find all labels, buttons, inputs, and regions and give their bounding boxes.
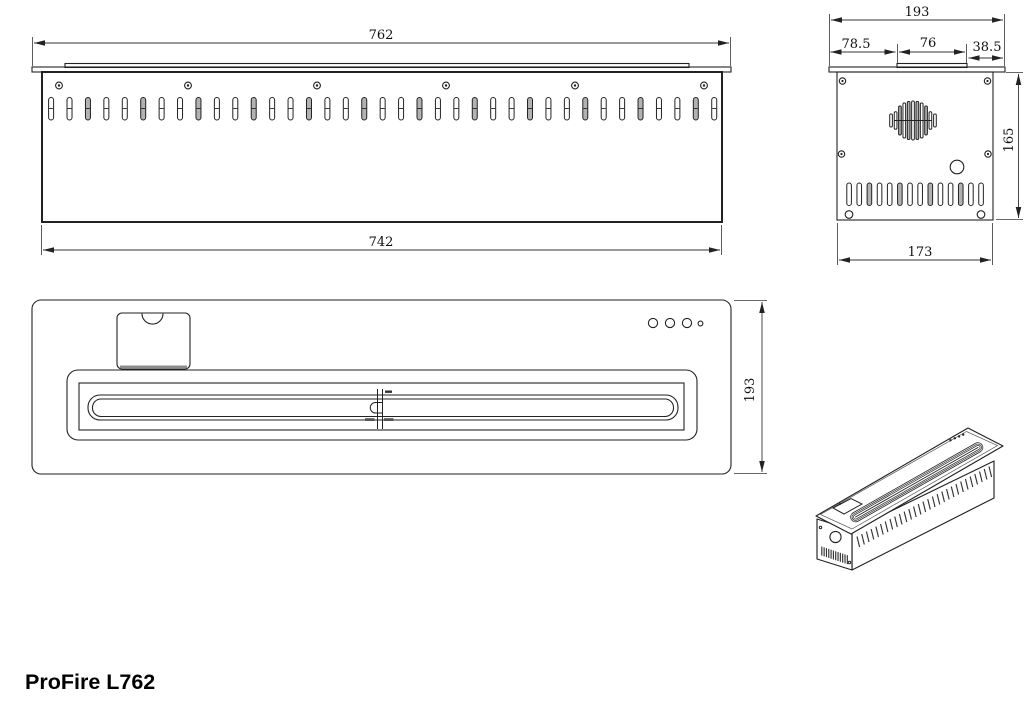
dim-depth: [734, 301, 767, 474]
refill-lid: [117, 313, 190, 369]
indicator-dot: [698, 321, 703, 326]
dim-label-body-height: 165: [1002, 127, 1017, 153]
product-model-label: ProFire L762: [25, 670, 156, 694]
side-view: [829, 5, 1023, 265]
vent-slots: [847, 183, 984, 206]
front-view: [32, 28, 731, 255]
screw-hole: [985, 151, 991, 157]
dim-label-body-width: 742: [368, 235, 394, 250]
dim-opening-width: [898, 36, 967, 63]
control-buttons: [648, 318, 702, 327]
screw-hole: [443, 82, 450, 89]
control-button: [665, 318, 674, 327]
dim-label-body-depth: 173: [907, 245, 933, 260]
dim-label-left-offset: 78.5: [841, 37, 871, 52]
screw-hole: [977, 211, 985, 219]
screw-hole: [984, 78, 990, 84]
body-panel: [42, 72, 722, 222]
isometric-view: [816, 428, 1003, 570]
dim-label-overall-width: 762: [368, 28, 394, 43]
control-button: [682, 318, 691, 327]
dim-label-right-offset: 38.5: [972, 40, 1002, 55]
screw-hole: [838, 151, 844, 157]
dim-overall-width: [33, 28, 731, 66]
screw-hole: [572, 82, 579, 89]
screw-hole: [185, 82, 192, 89]
dim-label-overall-depth: 193: [904, 5, 930, 20]
screw-hole: [839, 78, 845, 84]
dim-body-width: [42, 225, 722, 255]
circular-port: [950, 160, 964, 174]
dim-body-height: [996, 73, 1023, 220]
burner-frame: [79, 383, 684, 430]
screw-hole: [845, 211, 853, 219]
body-outline: [32, 300, 731, 474]
screw-hole: [56, 82, 63, 89]
screw-holes: [56, 82, 708, 89]
dim-right-offset: [969, 40, 1004, 58]
screw-hole: [314, 82, 321, 89]
dim-overall-depth: [830, 5, 1005, 66]
control-button: [648, 318, 657, 327]
dim-body-depth: [838, 223, 993, 265]
vent-slots: [49, 98, 717, 121]
burner-opening: [67, 370, 697, 440]
screw-hole: [701, 82, 708, 89]
dim-label-opening-width: 76: [919, 36, 937, 51]
top-view: [32, 300, 767, 474]
lid-notch: [142, 314, 163, 325]
dim-label-depth: 193: [743, 377, 758, 403]
dim-left-offset: [831, 37, 896, 52]
